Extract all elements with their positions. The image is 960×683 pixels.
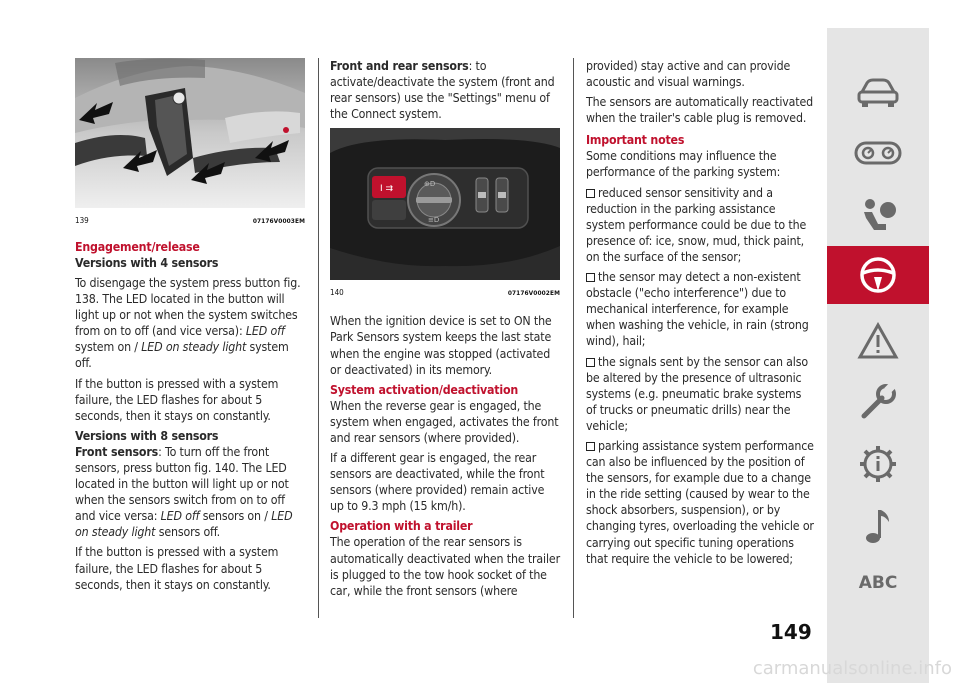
car-icon	[856, 78, 900, 108]
dashboard-gauges-icon	[854, 139, 902, 167]
music-note-icon	[863, 506, 893, 546]
paragraph: If the button is pressed with a system failure, the LED flashes for about 5 seconds, then it stays on constantly.	[75, 376, 279, 423]
heading-4-sensors: Versions with 4 sensors	[75, 256, 219, 270]
paragraph: Some conditions may influence the performance of the parking system:	[586, 149, 781, 180]
sidebar-item-dashboard[interactable]	[827, 128, 929, 178]
page-number: 149	[770, 620, 812, 644]
bullet-item: reduced sensor sensitivity and a reduction in the parking assistance system performance could be due to the presence of: ice, snow, mud, thick paint, on the surface of the sensor;	[586, 185, 807, 264]
column-3	[586, 0, 814, 571]
column-1	[75, 0, 305, 597]
checkbox-bullet-icon	[586, 189, 595, 198]
sidebar-item-multimedia[interactable]	[827, 498, 929, 553]
checkbox-bullet-icon	[586, 358, 595, 367]
heading-important-notes: Important notes	[586, 133, 685, 148]
bullet-item: the sensor may detect a non-existent obstacle ("echo interference") due to mechanical interference, for example when washing the vehicle, in rain (strong wind), hail;	[586, 270, 809, 349]
paragraph: When the ignition device is set to ON the Park Sensors system keeps the last state when the engine was stopped (activated or deactivated) in its memory.	[330, 314, 552, 377]
warning-triangle-icon	[857, 322, 899, 360]
column-divider	[318, 58, 319, 618]
car-front-sensors-image	[75, 58, 305, 208]
heading-trailer: Operation with a trailer	[330, 519, 473, 534]
figure-number: 140	[330, 288, 344, 298]
sidebar-item-maintenance[interactable]	[827, 373, 929, 431]
airbag-passenger-icon	[856, 196, 900, 236]
heading-engagement: Engagement/release	[75, 240, 200, 254]
sidebar-abc-label: ABC	[858, 573, 898, 593]
paragraph: The operation of the rear sensors is automatically deactivated when the trailer is plugged to the tow hook socket of the car, while the front sensors (where	[330, 535, 560, 598]
figure-code: 07176V0003EM	[252, 217, 305, 225]
checkbox-bullet-icon	[586, 273, 595, 282]
figure-139	[75, 58, 305, 225]
bullet-item: the signals sent by the sensor can also be altered by the presence of ultrasonic systems (e.g. pneumatic brake systems of trucks or pneumatic drills) near the vehicle;	[586, 354, 808, 433]
svg-text:I ⇉: I ⇉	[380, 184, 394, 195]
paragraph: Front and rear sensors: to activate/deactivate the system (front and rear sensors) use the "Settings" menu of the Connect system.	[330, 59, 555, 122]
paragraph: provided) stay active and can provide acoustic and visual warnings.	[586, 59, 791, 90]
paragraph: If a different gear is engaged, the rear sensors are deactivated, while the front sensors (where provided) remain active up to 9.3 mph (15 km/h).	[330, 451, 545, 514]
steering-wheel-icon	[858, 255, 898, 295]
heading-activation: System activation/deactivation	[330, 382, 519, 397]
sidebar-item-index[interactable]	[827, 563, 929, 603]
sidebar-item-technical-data[interactable]	[827, 435, 929, 493]
checkbox-bullet-icon	[586, 442, 595, 451]
bullet-item: parking assistance system performance can also be influenced by the position of the sensors, for example due to a change in the ride setting (caused by wear to the shock absorbers, suspension), or by changing tyres, overloading the vehicle or carrying out specific tuning operations that require the vehicle to be lowered;	[586, 438, 814, 566]
watermark: carmanualsonline.info	[752, 658, 952, 679]
wrench-icon	[858, 382, 898, 422]
figure-number: 139	[75, 216, 89, 225]
svg-text:≡D: ≡D	[428, 216, 440, 225]
chapter-sidebar	[827, 28, 929, 683]
column-2	[330, 0, 560, 603]
heading-8-sensors: Versions with 8 sensors	[75, 428, 219, 443]
column-divider	[573, 58, 574, 618]
info-gear-icon	[858, 444, 898, 484]
sidebar-item-car[interactable]	[827, 68, 929, 118]
sidebar-item-emergency[interactable]	[827, 313, 929, 368]
paragraph: To disengage the system press button fig. 138. The LED located in the button will light up or not when the system switches from on to off (and vice versa): LED off system on / LED on steady light system off.	[75, 276, 301, 371]
sidebar-item-starting-driving[interactable]	[827, 246, 929, 304]
svg-text:⊕D: ⊕D	[424, 180, 436, 189]
sidebar-item-safety[interactable]	[827, 188, 929, 243]
paragraph: The sensors are automatically reactivated when the trailer's cable plug is removed.	[586, 95, 814, 126]
paragraph: When the reverse gear is engaged, the system when engaged, activates the front and rear sensors (where provided).	[330, 398, 559, 445]
figure-code: 07176V0002EM	[507, 289, 560, 298]
figure-140	[330, 128, 560, 297]
paragraph: Front sensors: To turn off the front sensors, press button fig. 140. The LED located in the button will light up or not when the sensors switch from on to off and vice versa: LED off sensors on / LED on steady light sensors off.	[75, 444, 293, 540]
light-switch-panel-image	[330, 128, 560, 280]
paragraph: If the button is pressed with a system failure, the LED flashes for about 5 seconds, then it stays on constantly.	[75, 545, 279, 592]
